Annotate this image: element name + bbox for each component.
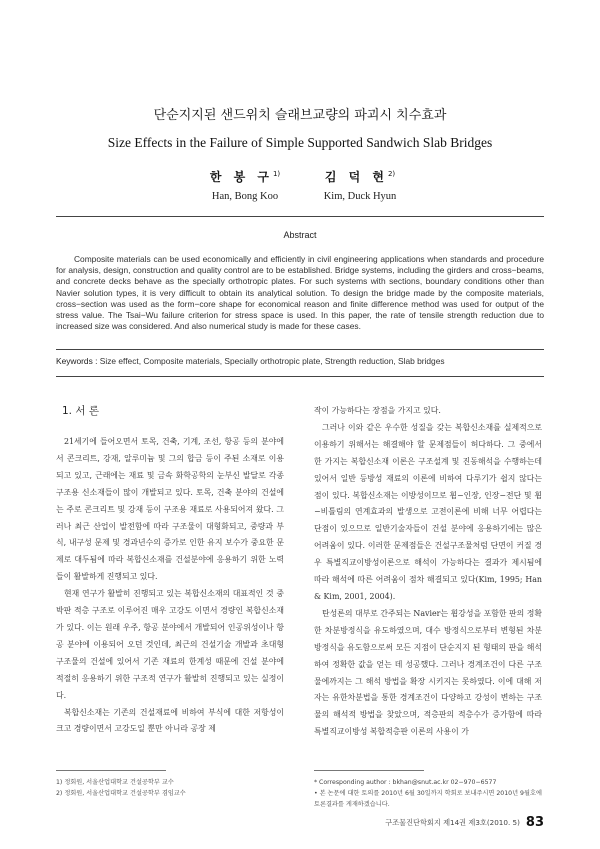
footnote-rule-left	[56, 770, 166, 771]
footnotes-right	[314, 777, 546, 810]
author-1	[190, 168, 300, 202]
author-1-name-en: Han, Bong Koo	[211, 191, 279, 202]
page-footer	[380, 812, 544, 831]
paper-title-english: Size Effects in the Failure of Simple Supported Sandwich Slab Bridges	[107, 135, 493, 150]
keywords-bottom-rule	[56, 376, 544, 377]
intro-paragraph-3: 복합신소재는 기존의 건설재료에 비하여 부식에 대한 저항성이 크고 경량이면서 고강도일 뿐만 아니라 공장 제	[56, 707, 284, 734]
right-paragraph-3: 탄성론의 대부로 간주되는 Navier는 휨강성을 포함한 판의 정확한 차분방정식을 유도하였으며, 대수 방정식으로부터 변형된 차분방정식을 유도함으로써 모든 지점이 단순지지 된 형태의 판을 해석하여 정확한 값을 얻는 데 성공했다. 그러나 경계조건이 다른 구조물에까지는 그 해석 방법을 확장 시키지는 못하였다. 이에 대해 저자는 유한차분법을 통한 경계조건이 다양하고 강성이 변하는 구조물의 해석적 방법을 찾았으며, 적층판의 적층수가 증가함에 따라 특별직교이방성 복합적층판 이론의 사용이 가	[314, 608, 542, 737]
abstract-top-rule	[56, 216, 544, 217]
right-column	[314, 403, 542, 741]
journal-citation: 구조물진단학회지 제14권 제3호(2010. 5)	[385, 817, 520, 827]
author-2-mark: 2)	[387, 170, 396, 178]
author-2-name-en: Kim, Duck Hyun	[323, 191, 397, 202]
left-column	[56, 434, 284, 738]
abstract-heading: Abstract	[283, 230, 317, 240]
page-number: 83	[525, 815, 544, 830]
keywords-label: Keywords :	[56, 356, 98, 366]
intro-paragraph-1: 21세기에 들어오면서 토목, 건축, 기계, 조선, 항공 등의 분야에서 콘크리트, 강재, 알루미늄 및 그의 합금 등이 주된 소재로 이용되고 있고, 근래에는 재료 및 금속 화학공학의 눈부신 발달로 각종 구조용 신소재들이 많이 개발되고 있다. 토목, 건축 분야의 건설에는 주로 콘크리트 및 강재 등이 구조용 재료로 사용되어져 왔다. 그러나 최근 산업이 발전함에 따라 구조물이 대형화되고, 중량과 부식, 내구성 문제 및 경과년수의 증가로 인한 유지 보수가 중요한 문제로 대두됨에 따라 복합신소재를 건설분야에 응용하기 위한 노력들이 활발하게 진행되고 있다.	[56, 437, 284, 582]
right-paragraph-2: 그러나 이와 같은 우수한 성질을 갖는 복합신소재를 실제적으로 이용하기 위해서는 해결해야 할 문제점들이 허다하다. 그 중에서 한 가지는 복합신소재 이론은 구조설계 및 진동해석을 수행하는데 있어서 일반 등방성 재료의 이론에 비하여 다루기가 쉽지 않다는 점이 있다. 복합신소재는 이방성이므로 휨−인장, 인장−전단 및 휨−비틀림의 연계효과의 발생으로 고전이론에 비해 너무 어렵다는 단점이 있으므로 일반기술자들이 건설 분야에 응용하기에는 많은 어려움이 있다. 이러한 문제점들은 건설구조물처럼 단면이 커질 경우 특별직교이방성이론으로 해석이 가능하다는 결과가 제시됨에 따라 해석에 따른 어려움이 점차 해결되고 있다(Kim, 1995; Han & Kim, 2001, 2004).	[314, 422, 542, 601]
discussion-note: • 본 논문에 대한 토의를 2010년 6월 30일까지 학회로 보내주시면 2010년 9월호에 토론결과를 게재하겠습니다.	[314, 790, 542, 808]
footnote-2: 2) 정회원, 서울산업대학교 건설공학부 겸임교수	[56, 790, 186, 797]
footnote-rule-right	[314, 770, 424, 771]
abstract-text: Composite materials can be used economically and efficiently in civil engineering applications when standards and procedure for analysis, design, construction and quality control are to be established. Bridge systems, including the girders and cross−beams, and concrete decks behave as the specially orthotropic plates. For such systems with sections, boundary conditions other than Navier solution types, it is very difficult to obtain its analytical solution. To design the bridge made by the composite materials, cross−section was used as the form−core shape for economical reason and finite difference method was used for output of the stress value. The Tsai−Wu failure criterion for stress space is used. In this paper, the rate of tensile strength reduction due to increased size was considered. And also numerical study is made for these cases.	[56, 254, 544, 332]
footnotes-left	[56, 777, 284, 799]
paper-title-korean: 단순지지된 샌드위치 슬래브교량의 파괴시 치수효과	[153, 108, 447, 123]
footnote-1: 1) 정회원, 서울산업대학교 건설공학부 교수	[56, 779, 174, 786]
author-1-mark: 1)	[272, 170, 281, 178]
right-paragraph-1: 작이 가능하다는 장점을 가지고 있다.	[314, 406, 441, 415]
corresponding-author-note: * Corresponding author : bkhan@snut.ac.kr 02−970−6577	[314, 779, 497, 786]
author-2	[305, 168, 415, 202]
keywords	[56, 356, 544, 366]
keywords-text: Size effect, Composite materials, Specially orthotropic plate, Strength reduction, Slab bridges	[97, 356, 445, 366]
author-1-name-ko: 한 봉 구	[209, 170, 273, 184]
keywords-top-rule	[56, 349, 544, 350]
author-2-name-ko: 김 덕 현	[324, 170, 388, 184]
intro-paragraph-2: 현재 연구가 활발히 진행되고 있는 복합신소재의 대표적인 것 중 박판 적층 구조로 이루어진 매우 고강도 이면서 경량인 복합신소재가 있다. 이는 원래 우주, 항공 분야에서 개발되어 인공위성이나 항공 분야에 이용되어 오던 것인데, 최근의 건설기술 개발과 초대형 구조물의 건설에 있어서 기존 재료의 한계성 때문에 건설 분야에 적절히 응용하기 위한 구조적 연구가 활발히 진행되고 있는 실정이다.	[56, 589, 284, 700]
section-heading-introduction: 1. 서 론	[62, 405, 99, 417]
